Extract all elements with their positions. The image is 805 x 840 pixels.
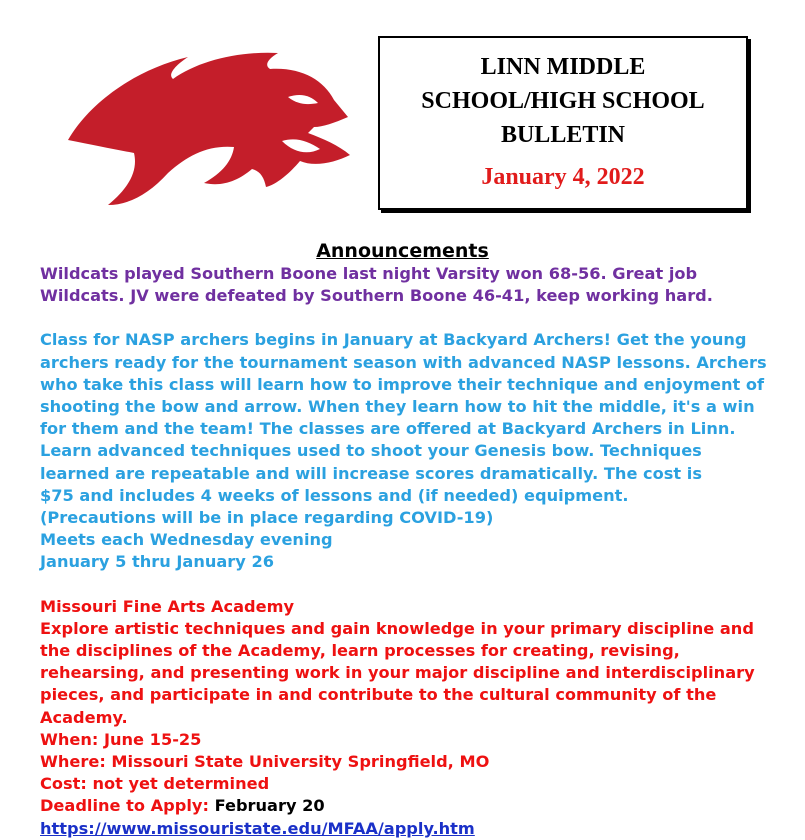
sports-announcement — [40, 263, 780, 307]
wildcat-logo-icon — [38, 45, 368, 210]
bulletin-date: January 4, 2022 — [481, 164, 645, 190]
text-line: learned are repeatable and will increase scores dramatically. The cost is — [40, 463, 702, 483]
text-line: Academy. — [40, 707, 128, 727]
mfaa-cost: Cost: not yet determined — [40, 774, 270, 794]
text-line: for them and the team! The classes are offered at Backyard Archers in Linn. — [40, 419, 736, 439]
text-line: pieces, and participate in and contribute to the cultural community of the — [40, 685, 717, 705]
nasp-announcement — [40, 329, 780, 573]
text-line: Wildcats. JV were defeated by Southern Boone 46-41, keep working hard. — [40, 286, 713, 306]
text-line: Explore artistic techniques and gain knowledge in your primary discipline and — [40, 618, 754, 638]
deadline-label: Deadline to Apply: — [40, 796, 209, 816]
text-line: Wildcats played Southern Boone last night Varsity won 68-56. Great job — [40, 264, 698, 283]
mfaa-deadline — [40, 795, 780, 817]
bulletin-title — [380, 50, 746, 152]
bulletin-title-line: LINN MIDDLE — [480, 54, 646, 80]
mfaa-when: When: June 15-25 — [40, 729, 202, 749]
text-line: rehearsing, and presenting work in your major discipline and interdisciplinary — [40, 663, 755, 683]
bulletin-title-box — [378, 36, 748, 210]
mfaa-link-line — [40, 818, 780, 840]
text-line: the disciplines of the Academy, learn processes for creating, revising, — [40, 641, 680, 661]
text-line: Meets each Wednesday evening — [40, 530, 333, 550]
bulletin-title-line: SCHOOL/HIGH SCHOOL — [421, 88, 705, 114]
mfaa-where: Where: Missouri State University Springfield, MO — [40, 752, 490, 772]
text-line: January 5 thru January 26 — [40, 552, 275, 572]
announcements-heading: Announcements — [316, 240, 489, 262]
wildcat-head-shape — [68, 53, 350, 205]
mfaa-title: Missouri Fine Arts Academy — [40, 596, 295, 616]
text-line: who take this class will learn how to improve their technique and enjoyment of — [40, 374, 765, 394]
text-line: Learn advanced techniques used to shoot your Genesis bow. Techniques — [40, 441, 702, 461]
deadline-value: February 20 — [214, 796, 325, 816]
text-line: (Precautions will be in place regarding COVID-19) — [40, 508, 494, 528]
mfaa-announcement — [40, 596, 780, 840]
text-line: $75 and includes 4 weeks of lessons and (if needed) equipment. — [40, 485, 629, 505]
text-line: Class for NASP archers begins in January at Backyard Archers! Get the young — [40, 330, 747, 350]
text-line: archers ready for the tournament season with advanced NASP lessons. Archers — [40, 352, 767, 372]
bulletin-title-line: BULLETIN — [500, 122, 626, 148]
announcements-body — [40, 263, 780, 840]
text-line: shooting the bow and arrow. When they learn how to hit the middle, it's a win — [40, 397, 755, 417]
mfaa-apply-link[interactable]: https://www.missouristate.edu/MFAA/apply.htm — [40, 818, 475, 838]
